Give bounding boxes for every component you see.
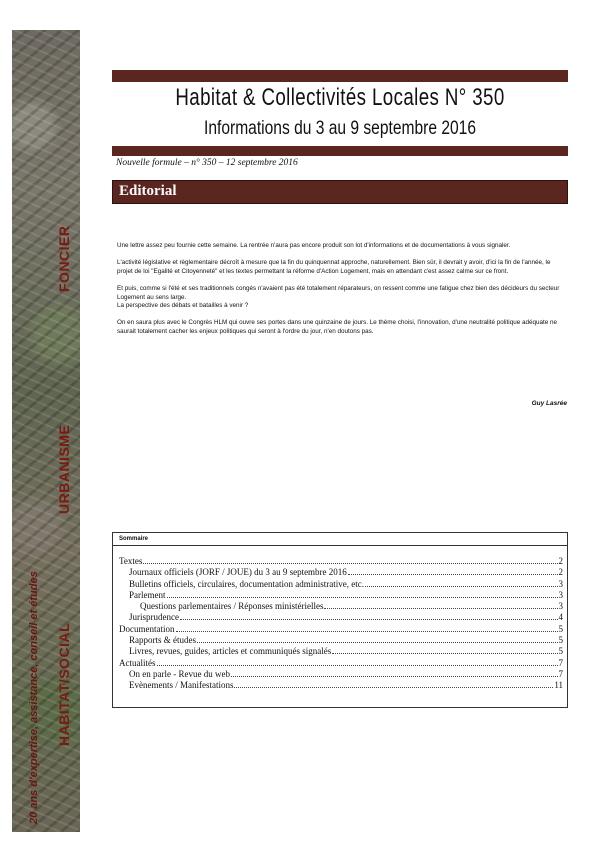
strip-labels xyxy=(12,34,80,824)
toc-leader-dots xyxy=(180,619,558,620)
toc-entry-label: Parlement xyxy=(129,589,166,600)
editorial-question: La perspective des débats et batailles à venir ? xyxy=(117,302,249,310)
toc-leader-dots xyxy=(197,642,558,643)
toc-entry-label: Bulletins officiels, circulaires, documentation administrative, etc. xyxy=(129,578,365,589)
toc-entry[interactable] xyxy=(119,556,563,567)
toc-leader-dots xyxy=(143,563,557,564)
label-foncier: FONCIER xyxy=(56,225,72,292)
editorial-text: Et puis, comme si l'été et ses traditionnels congés n'avaient pas été totalement réparateurs, on ressent comme une fatigue chez bien des décideurs du secteur Logement au sens large. xyxy=(117,284,560,301)
toc-heading: Sommaire xyxy=(113,533,567,546)
toc-entry-page: 3 xyxy=(558,589,563,600)
toc-entry[interactable] xyxy=(119,680,563,691)
toc-entry[interactable] xyxy=(119,635,563,646)
toc-leader-dots xyxy=(231,676,558,677)
strip-tagline: 20 ans d'expertise, assistance, conseil et études xyxy=(28,571,40,824)
section-header-editorial xyxy=(112,180,568,204)
toc-entry-page: 5 xyxy=(558,635,563,646)
toc-leader-dots xyxy=(332,653,557,654)
header-top-bar xyxy=(112,70,568,82)
label-habitat-social: HABITAT/SOCIAL xyxy=(56,622,72,746)
toc-leader-dots xyxy=(324,608,557,609)
editorial-paragraph xyxy=(117,285,563,311)
toc-entry-label: Questions parlementaires / Réponses ministérielles xyxy=(140,601,324,612)
editorial-signature: Guy Lasrée xyxy=(531,400,567,407)
toc-entry-label: Actualités xyxy=(119,657,156,668)
toc-entry-label: On en parle - Revue du web xyxy=(129,668,230,679)
toc-entry-label: Rapports & études xyxy=(129,635,196,646)
toc-entry-label: Textes xyxy=(119,556,143,566)
toc-leader-dots xyxy=(167,597,558,598)
toc-entry[interactable] xyxy=(119,646,563,657)
toc-entry[interactable] xyxy=(119,579,563,590)
label-urbanisme: URBANISME xyxy=(56,424,72,514)
toc-entry-page: 7 xyxy=(558,668,563,679)
newsletter-title: Habitat & Collectivités Locales N° 350 xyxy=(175,84,505,111)
toc-leader-dots xyxy=(234,687,553,688)
toc-entry[interactable] xyxy=(119,669,563,680)
editorial-paragraph: On en saura plus avec le Congrès HLM qui ouvre ses portes dans une quinzaine de jours. Le thème choisi, l'innovation, d'une neutralité politique adéquate ne saurait totalement cacher les enjeux politiques qui seront à l'ordre du jour, n'en doutons pas. xyxy=(117,319,557,335)
toc-entry-page: 2 xyxy=(558,556,563,566)
table-of-contents xyxy=(112,532,568,708)
toc-entry-page: 3 xyxy=(558,578,563,589)
toc-entry-label: Evènements / Manifestations xyxy=(129,680,234,691)
toc-entry-page: 4 xyxy=(558,612,563,623)
toc-leader-dots xyxy=(348,574,558,575)
toc-entry-page: 5 xyxy=(558,646,563,657)
toc-entry-page: 2 xyxy=(558,567,563,578)
toc-entry-page: 7 xyxy=(558,657,563,668)
issue-line: Nouvelle formule – n° 350 – 12 septembre 2016 xyxy=(116,158,298,168)
toc-leader-dots xyxy=(176,631,558,632)
editorial-paragraph: Une lettre assez peu fournie cette semaine. La rentrée n'aura pas encore produit son lot d'informations et de documentations à vous signaler. xyxy=(117,242,511,249)
toc-entry-page: 11 xyxy=(554,680,563,691)
toc-entry-label: Documentation xyxy=(119,623,175,634)
toc-leader-dots xyxy=(365,586,557,587)
editorial-body xyxy=(117,242,563,345)
toc-entry-label: Jurisprudence xyxy=(129,612,179,623)
toc-entry[interactable] xyxy=(119,590,563,601)
header-bottom-bar xyxy=(112,146,568,156)
editorial-paragraph: L'activité législative et règlementaire décroît à mesure que la fin du quinquennat approche, naturellement. Bien sûr, il devrait y avoir, d'ici la fin de l'année, le projet de loi "Egalité et Citoyenneté" et les textes permettant la réforme d'Action Logement, mais en attendant c'est assez calme sur ce front. xyxy=(117,259,551,275)
aerial-photo-strip xyxy=(12,30,80,832)
toc-entry[interactable] xyxy=(119,624,563,635)
toc-entry[interactable] xyxy=(119,658,563,669)
newsletter-subtitle: Informations du 3 au 9 septembre 2016 xyxy=(204,118,476,139)
toc-entry-page: 5 xyxy=(558,623,563,634)
toc-entry[interactable] xyxy=(119,601,563,612)
toc-entry-page: 3 xyxy=(558,601,563,612)
toc-entry[interactable] xyxy=(119,612,563,623)
toc-list xyxy=(113,546,567,692)
toc-entry-label: Journaux officiels (JORF / JOUE) du 3 au 9 septembre 2016 xyxy=(129,567,347,578)
section-title: Editorial xyxy=(119,183,177,199)
toc-entry[interactable] xyxy=(119,567,563,578)
toc-leader-dots xyxy=(157,665,558,666)
toc-entry-label: Livres, revues, guides, articles et communiqués signalés xyxy=(129,646,332,657)
